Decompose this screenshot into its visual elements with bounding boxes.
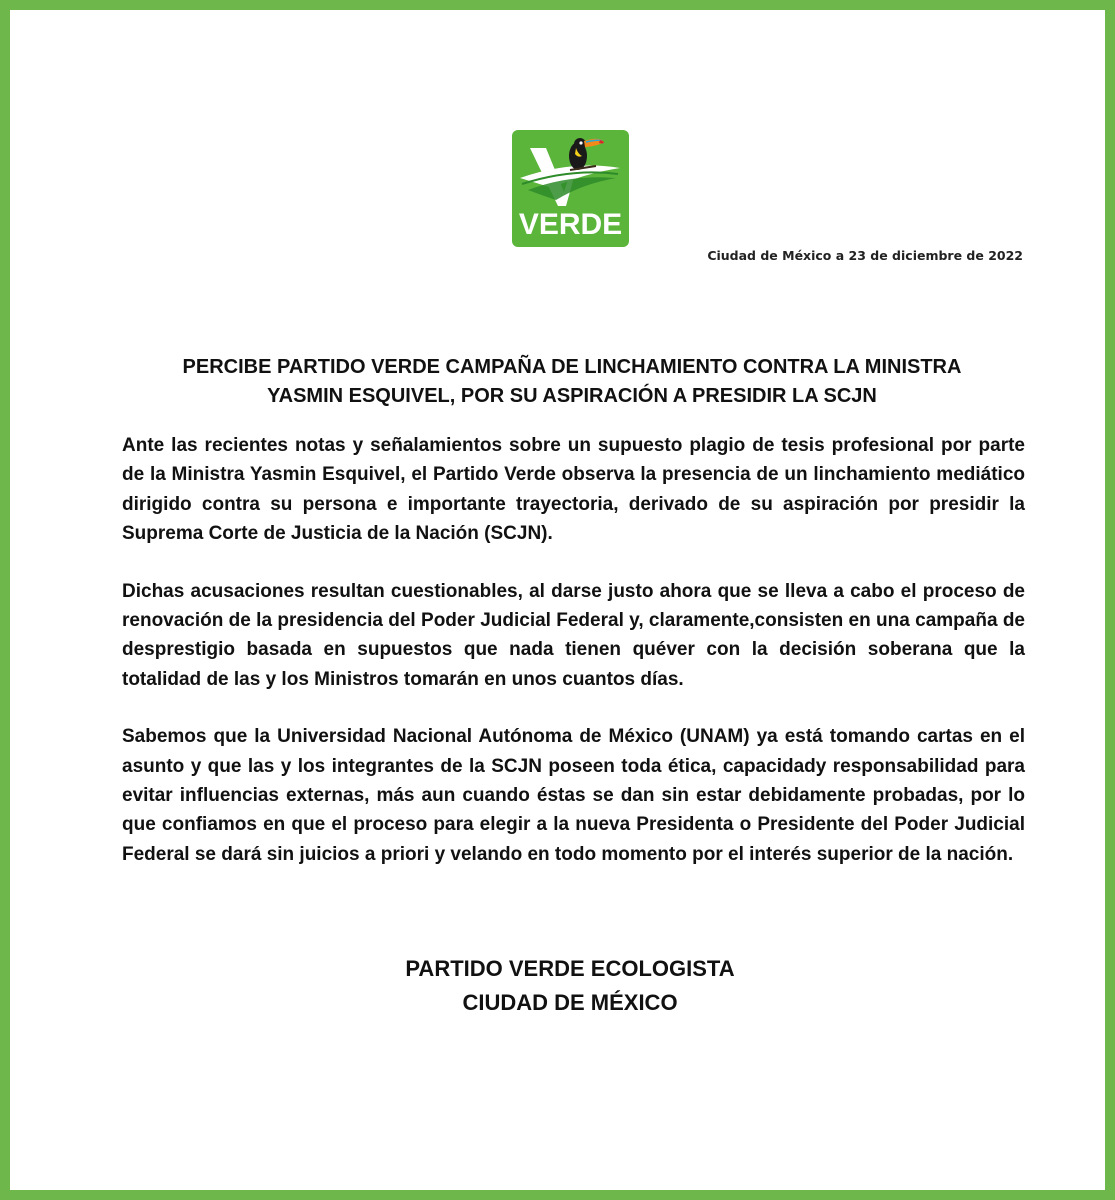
paragraph-2: Dichas acusaciones resultan cuestionables, al darse justo ahora que se lleva a cabo el proceso de renovación de la presidencia del Poder Judicial Federal y, claramente,consisten en una campaña de desprestigio basada en supuestos que nada tienen quéver con la decisión soberana que la totalidad de las y los Ministros tomarán en unos cuantos días.	[122, 580, 1025, 690]
date-line: Ciudad de México a 23 de diciembre de 2022	[707, 248, 1023, 263]
signature-line-1: PARTIDO VERDE ECOLOGISTA	[405, 956, 735, 981]
statement-body	[122, 431, 1025, 897]
paragraph-3: Sabemos que la Universidad Nacional Autónoma de México (UNAM) ya está tomando cartas en el asunto y que las y los integrantes de la SCJN poseen toda ética, capacidady responsabilidad para evitar influencias externas, más aun cuando éstas se dan sin estar debidamente probadas, por lo que confiamos en que el proceso para elegir a la nueva Presidenta o Presidente del Poder Judicial Federal se dará sin juicios a priori y velando en todo momento por el interés superior de la nación.	[122, 726, 1025, 865]
page-title	[122, 353, 1022, 411]
signature-block	[122, 952, 1018, 1020]
signature-line-2: CIUDAD DE MÉXICO	[462, 990, 678, 1015]
paragraph-1: Ante las recientes notas y señalamientos sobre un supuesto plagio de tesis profesional por parte de la Ministra Yasmin Esquivel, el Partido Verde observa la presencia de un linchamiento mediático dirigido contra su persona e importante trayectoria, derivado de su aspiración por presidir la Suprema Corte de Justicia de la Nación (SCJN).	[122, 435, 1025, 545]
headline-line-2: YASMIN ESQUIVEL, POR SU ASPIRACIÓN A PRESIDIR LA SCJN	[267, 385, 877, 407]
partido-verde-logo	[512, 130, 629, 247]
logo-text: VERDE	[518, 208, 623, 241]
headline-line-1: PERCIBE PARTIDO VERDE CAMPAÑA DE LINCHAMIENTO CONTRA LA MINISTRA	[182, 356, 962, 378]
